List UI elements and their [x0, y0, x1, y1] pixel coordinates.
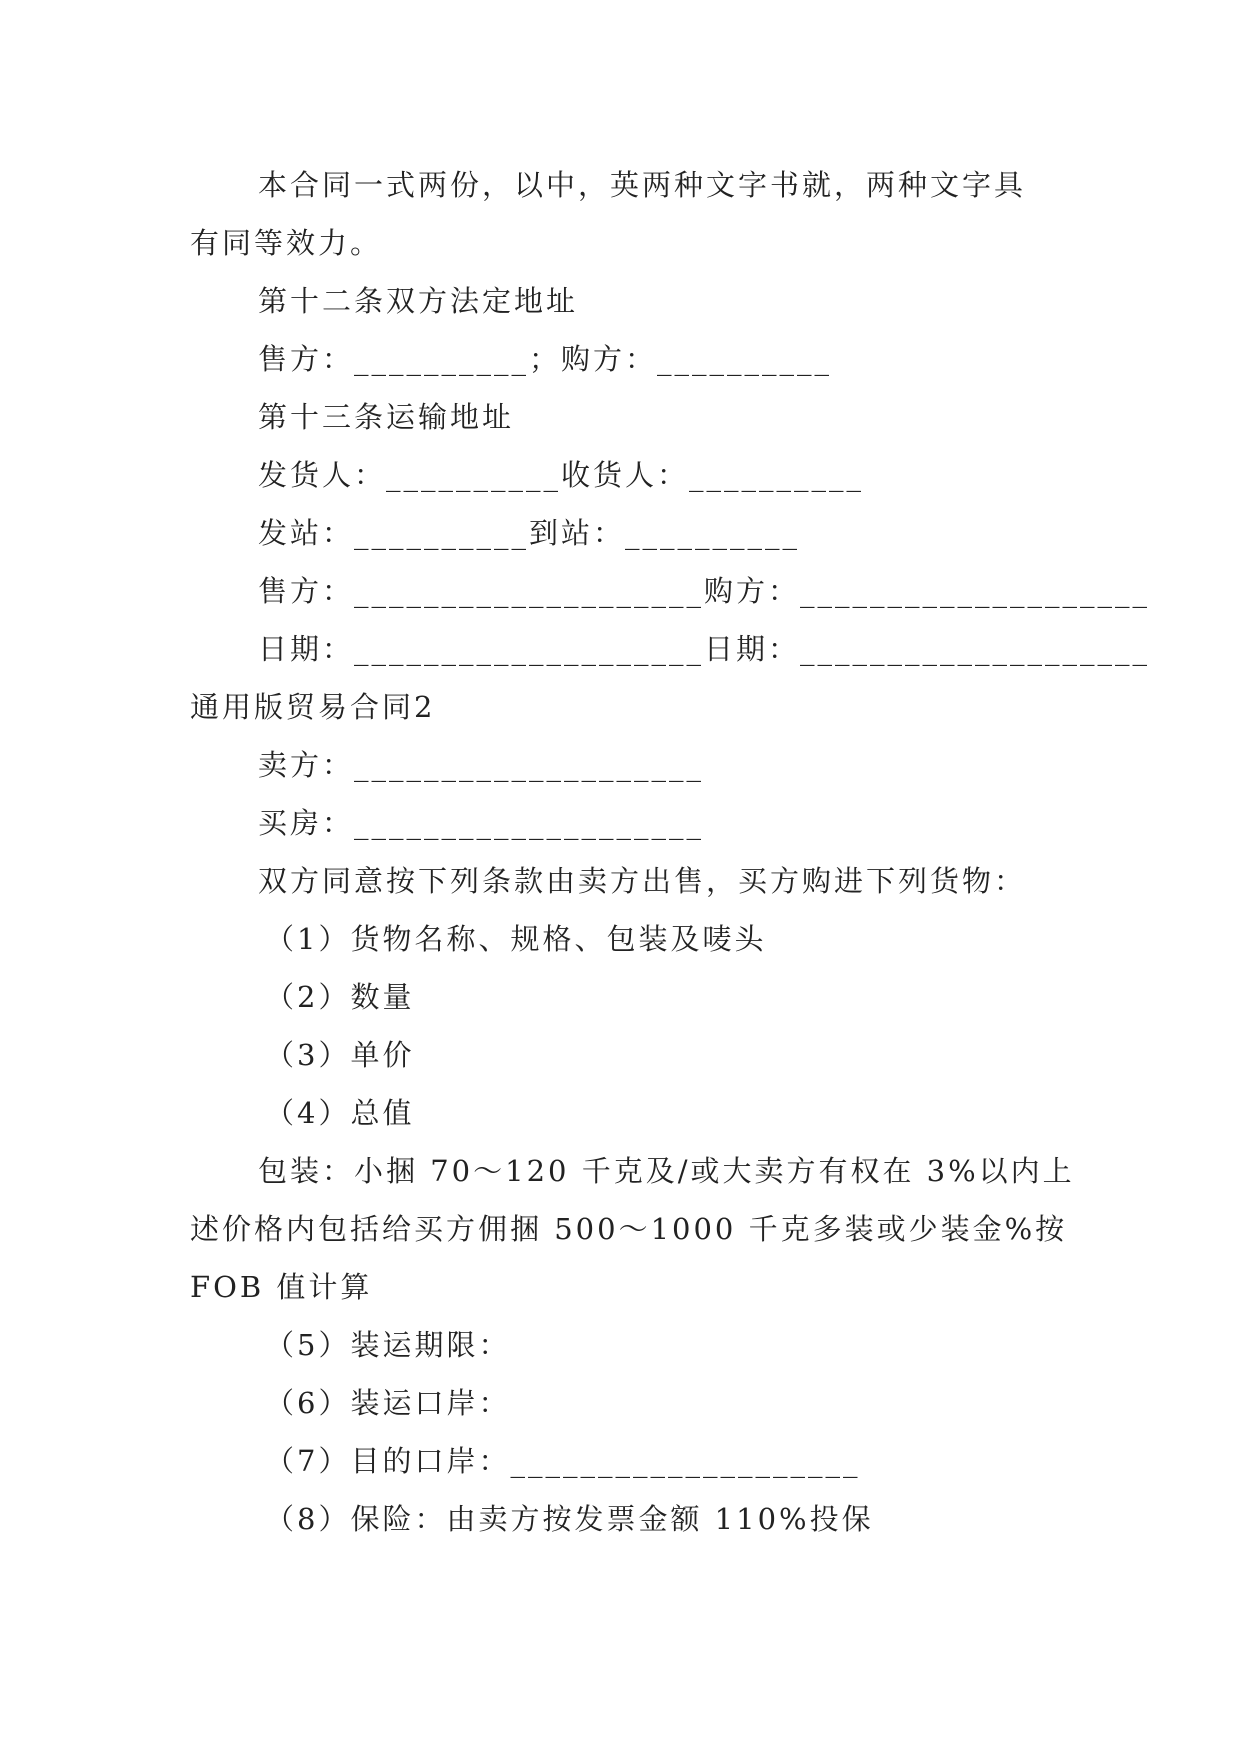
buyer-field: 买房：____________________: [258, 806, 705, 840]
signature-fields: 售方：____________________购方：____________________: [258, 574, 1151, 608]
packing-paragraph-line2: 述价格内包括给买方佣捆 500～1000 千克多装或少装金%按: [190, 1212, 1068, 1246]
clause-5: （5）装运期限：: [265, 1328, 511, 1362]
clause-7: （7）目的口岸：____________________: [265, 1444, 861, 1478]
legal-address-fields: 售方：__________；购方：__________: [258, 342, 833, 376]
clause-3: （3）单价: [265, 1038, 415, 1072]
date-fields: 日期：____________________日期：____________________: [258, 632, 1151, 666]
clause-8: （8）保险：由卖方按发票金额 110%投保: [265, 1502, 874, 1536]
paragraph-copies-line1: 本合同一式两份，以中，英两种文字书就，两种文字具: [258, 168, 1027, 202]
clause-2: （2）数量: [265, 980, 415, 1014]
article-13-heading: 第十三条运输地址: [258, 400, 515, 434]
clause-1: （1）货物名称、规格、包装及唛头: [265, 922, 767, 956]
paragraph-copies-line2: 有同等效力。: [190, 226, 383, 260]
packing-paragraph-line3: FOB 值计算: [190, 1270, 373, 1304]
agreement-intro: 双方同意按下列条款由卖方出售，买方购进下列货物：: [258, 864, 1027, 898]
station-fields: 发站：__________到站：__________: [258, 516, 801, 550]
seller-field: 卖方：____________________: [258, 748, 705, 782]
consignor-consignee-fields: 发货人：__________收货人：__________: [258, 458, 865, 492]
article-12-heading: 第十二条双方法定地址: [258, 284, 579, 318]
packing-paragraph-line1: 包装：小捆 70～120 千克及/或大卖方有权在 3%以内上: [258, 1154, 1075, 1188]
contract-2-title: 通用版贸易合同2: [190, 690, 436, 724]
clause-6: （6）装运口岸：: [265, 1386, 511, 1420]
clause-4: （4）总值: [265, 1096, 415, 1130]
